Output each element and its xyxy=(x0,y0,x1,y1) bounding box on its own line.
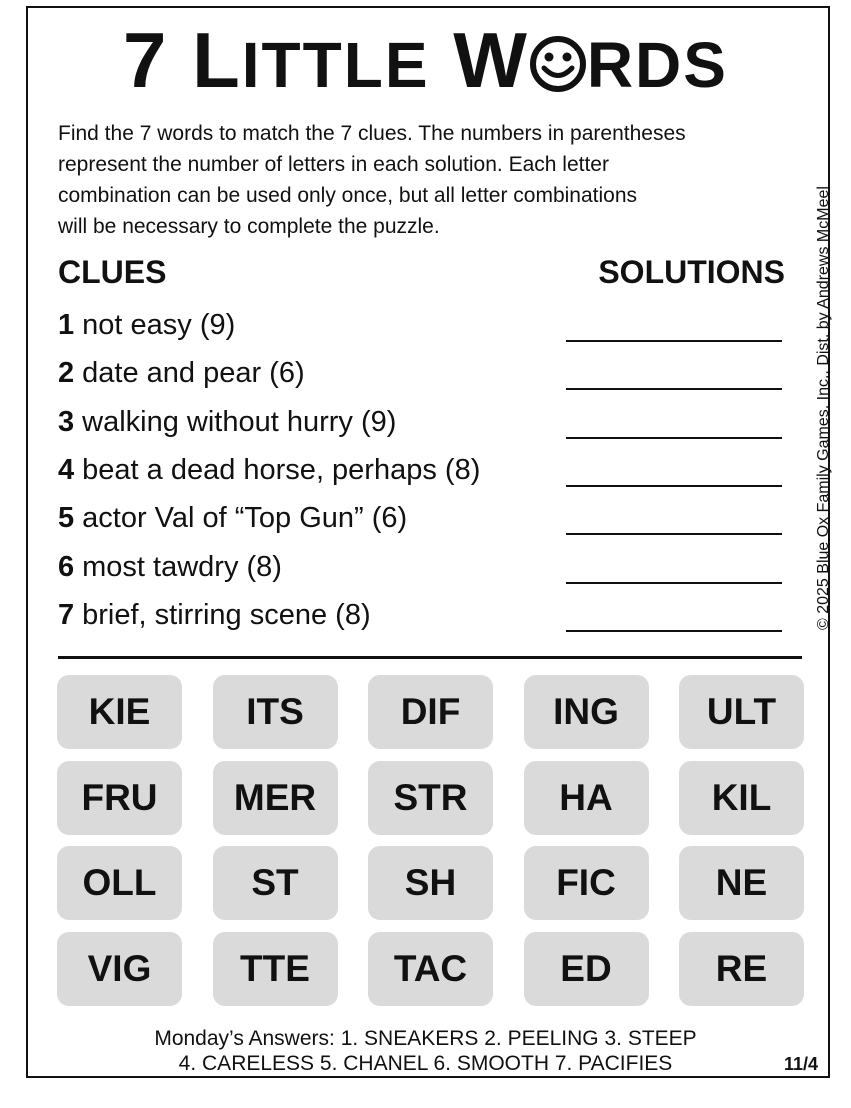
instructions-line: will be necessary to complete the puzzle. xyxy=(58,215,440,238)
letter-tile[interactable]: FRU xyxy=(57,761,182,835)
letter-tile[interactable]: MER xyxy=(213,761,338,835)
clue-number: 6 xyxy=(58,550,75,583)
clue-5 xyxy=(58,498,407,538)
solution-blank-7[interactable] xyxy=(566,630,782,632)
instructions-line: Find the 7 words to match the 7 clues. The numbers in parentheses xyxy=(58,122,686,145)
solution-blank-2[interactable] xyxy=(566,388,782,390)
title-words-rest: RDS xyxy=(586,29,728,101)
divider xyxy=(58,656,802,659)
puzzle-date: 11/4 xyxy=(784,1054,819,1074)
instructions-line: represent the number of letters in each solution. Each letter xyxy=(58,153,609,176)
clue-1 xyxy=(58,305,235,345)
clue-3 xyxy=(58,402,396,442)
clue-text: walking without hurry (9) xyxy=(82,405,397,438)
clue-text: brief, stirring scene (8) xyxy=(82,598,371,631)
letter-tile[interactable]: KIE xyxy=(57,675,182,749)
clue-7 xyxy=(58,595,371,635)
letter-tile[interactable]: OLL xyxy=(57,846,182,920)
title-little-initial: L xyxy=(192,16,242,104)
letter-tile[interactable]: FIC xyxy=(524,846,649,920)
letter-tile[interactable]: VIG xyxy=(57,932,182,1006)
letter-tile[interactable]: NE xyxy=(679,846,804,920)
answers-line: Monday’s Answers: 1. SNEAKERS 2. PEELING 3. STEEP xyxy=(154,1027,697,1050)
letter-tile[interactable]: ING xyxy=(524,675,649,749)
letter-tile[interactable]: TAC xyxy=(368,932,493,1006)
clue-number: 2 xyxy=(58,357,75,390)
answers-line: 4. CARELESS 5. CHANEL 6. SMOOTH 7. PACIFIES xyxy=(178,1052,673,1075)
clue-text: actor Val of “Top Gun” (6) xyxy=(82,502,408,535)
clues-header: CLUES xyxy=(58,254,167,290)
title-seven: 7 xyxy=(123,16,169,104)
solution-blank-1[interactable] xyxy=(566,340,782,342)
letter-tile[interactable]: ED xyxy=(524,932,649,1006)
clue-number: 4 xyxy=(58,453,75,486)
clue-4 xyxy=(58,450,480,490)
letter-tile[interactable]: SH xyxy=(368,846,493,920)
letter-tile[interactable]: ST xyxy=(213,846,338,920)
clue-text: beat a dead horse, perhaps (8) xyxy=(82,453,481,486)
instructions xyxy=(58,118,808,242)
clue-text: most tawdry (8) xyxy=(82,550,282,583)
clue-2 xyxy=(58,353,305,393)
letter-tile[interactable]: ITS xyxy=(213,675,338,749)
clue-number: 7 xyxy=(58,598,75,631)
letter-tile[interactable]: ULT xyxy=(679,675,804,749)
letter-tile[interactable]: DIF xyxy=(368,675,493,749)
solution-blank-3[interactable] xyxy=(566,437,782,439)
clue-number: 1 xyxy=(58,309,75,341)
instructions-line: combination can be used only once, but all letter combinations xyxy=(58,184,638,207)
solution-blank-5[interactable] xyxy=(566,533,782,535)
clue-number: 5 xyxy=(58,502,75,535)
solutions-header: SOLUTIONS xyxy=(598,254,785,290)
letter-tile[interactable]: KIL xyxy=(679,761,804,835)
letter-tile[interactable]: STR xyxy=(368,761,493,835)
title-words-initial: W xyxy=(453,16,529,104)
clue-text: date and pear (6) xyxy=(82,357,305,390)
letter-tile[interactable]: HA xyxy=(524,761,649,835)
copyright-credit: © 2025 Blue Ox Family Games, Inc., Dist. by Andrews McMeel xyxy=(815,186,832,630)
previous-answers xyxy=(0,1026,851,1076)
solution-blank-6[interactable] xyxy=(566,582,782,584)
clue-6 xyxy=(58,547,282,587)
letter-tile[interactable]: RE xyxy=(679,932,804,1006)
title-little-rest: ITTLE xyxy=(241,29,430,101)
clue-number: 3 xyxy=(58,405,75,438)
solution-blank-4[interactable] xyxy=(566,485,782,487)
letter-tile[interactable]: TTE xyxy=(213,932,338,1006)
puzzle-title xyxy=(0,14,851,112)
clue-text: not easy (9) xyxy=(82,309,236,341)
smiley-icon xyxy=(529,20,587,112)
